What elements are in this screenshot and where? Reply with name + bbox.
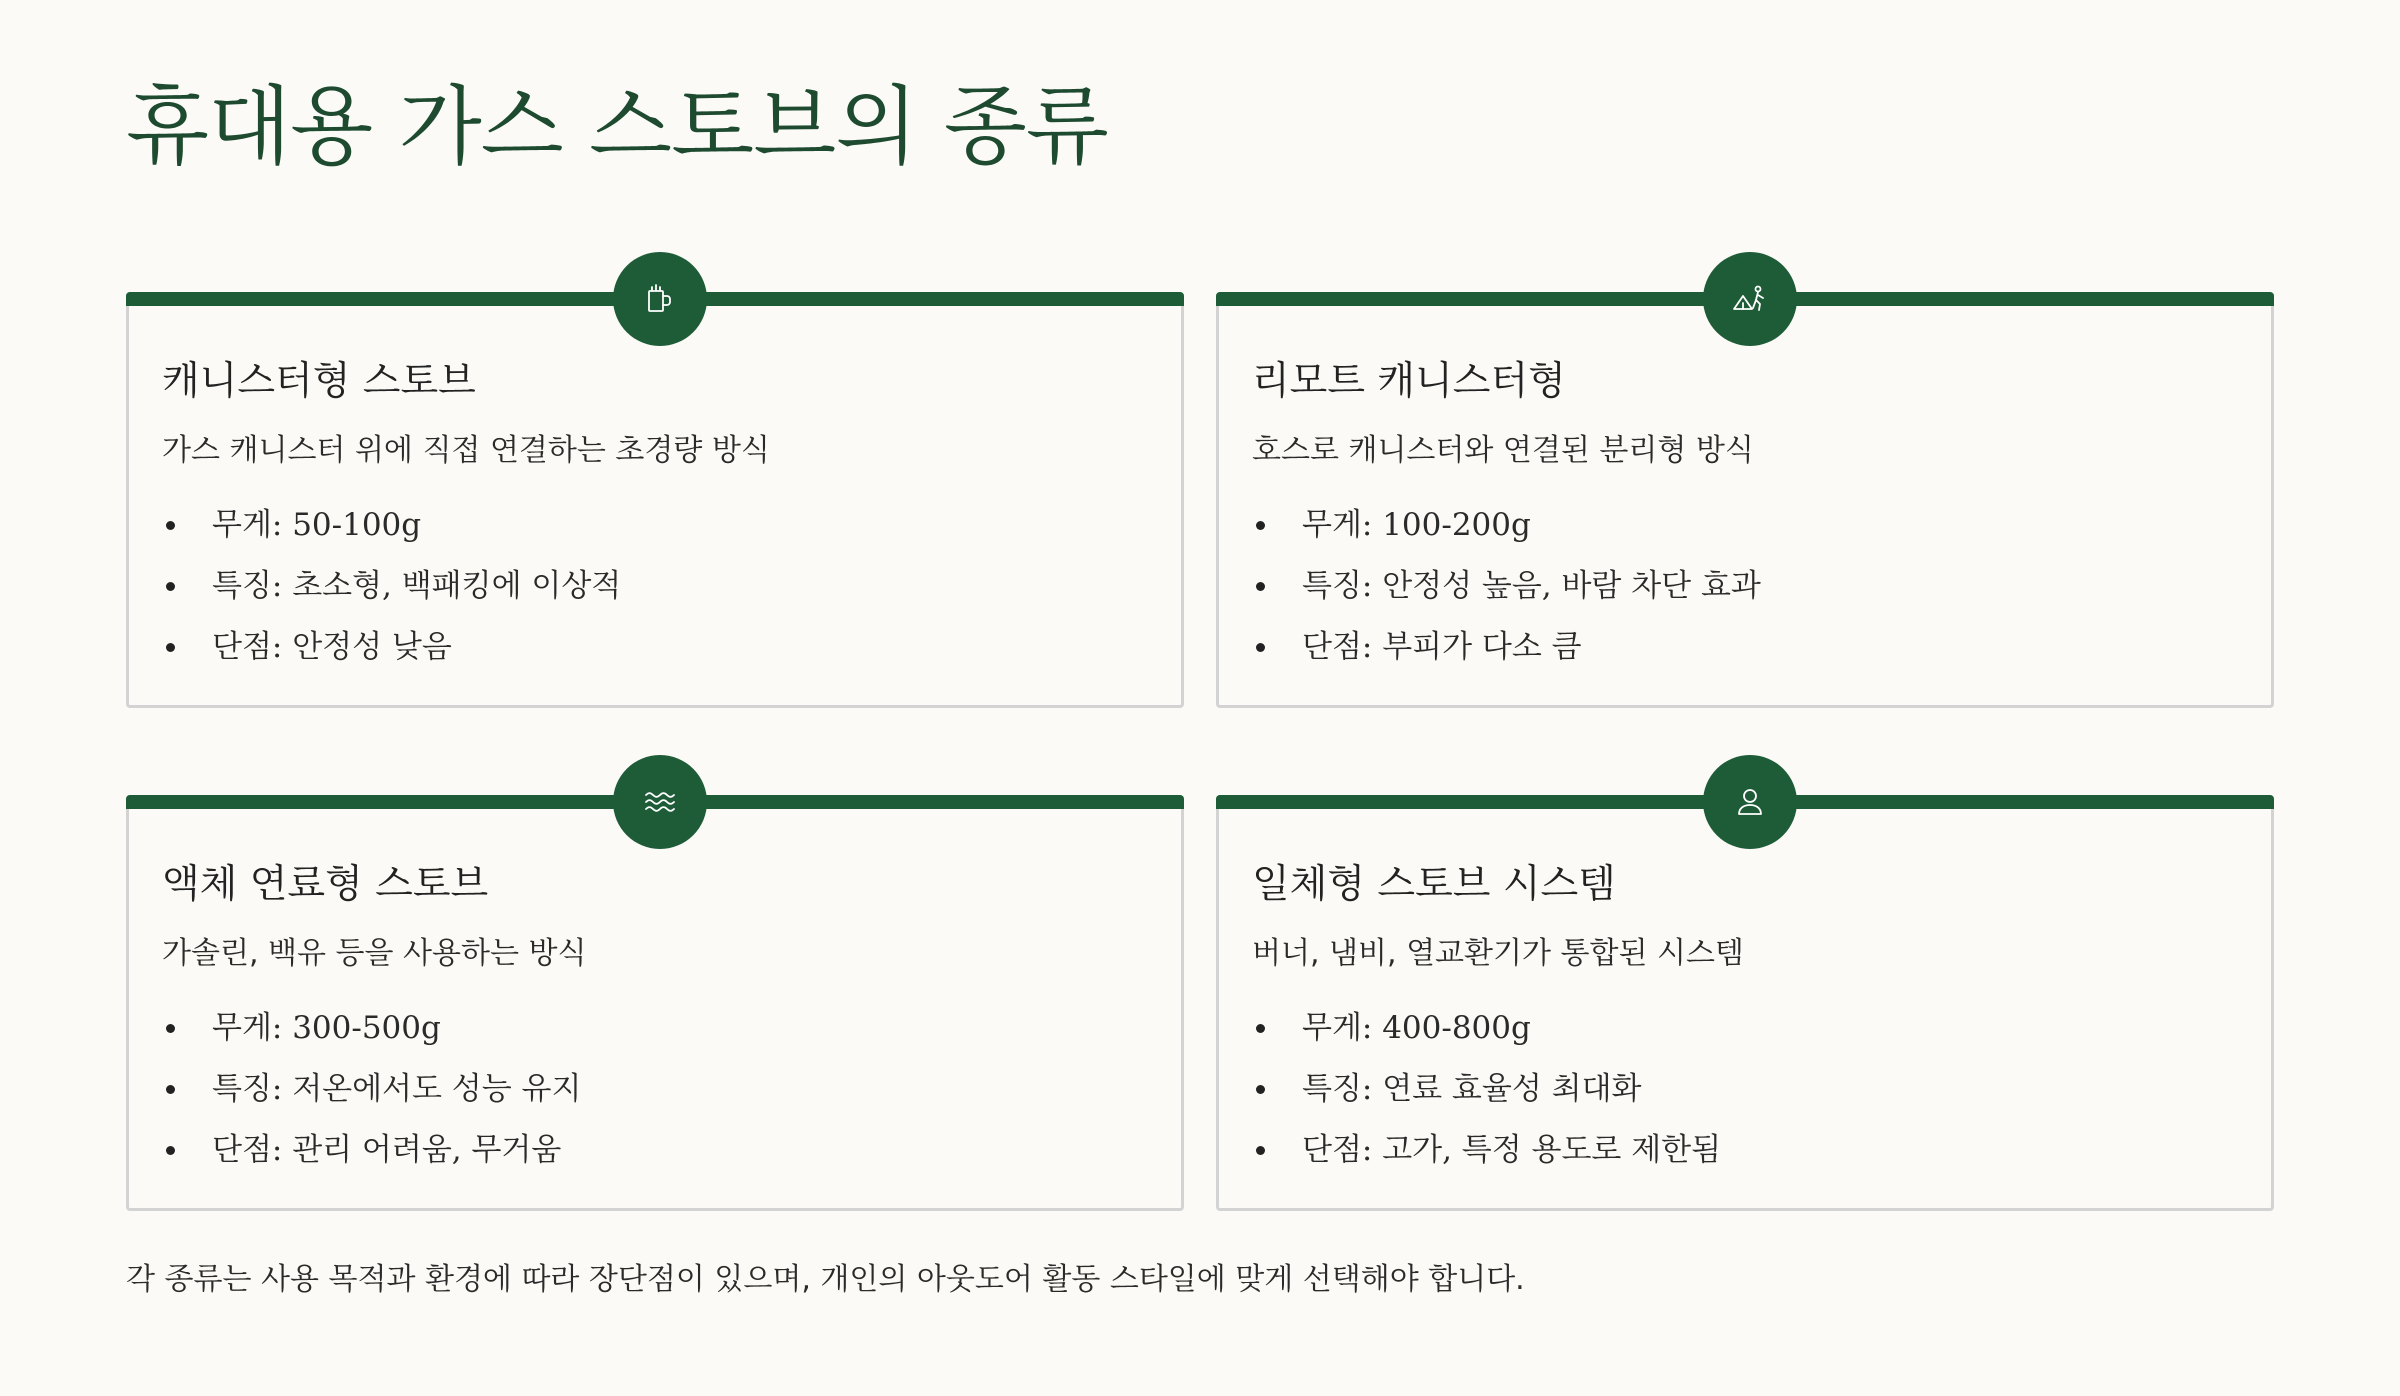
list-item bbox=[162, 1120, 581, 1181]
list-item-text: 무게: 400-800g bbox=[1302, 1010, 1531, 1046]
bullet-icon bbox=[166, 521, 175, 530]
card-heading: 리모트 캐니스터형 bbox=[1252, 359, 1566, 404]
card-integrated-system bbox=[1216, 795, 2274, 1211]
card-spec-list bbox=[1252, 495, 1761, 678]
mug-icon bbox=[640, 279, 680, 319]
list-item bbox=[1252, 998, 1721, 1059]
list-item bbox=[1252, 617, 1761, 678]
list-item bbox=[1252, 556, 1761, 617]
bullet-icon bbox=[166, 1085, 175, 1094]
card-liquid-fuel-stove bbox=[126, 795, 1184, 1211]
person-icon bbox=[1730, 782, 1770, 822]
bullet-icon bbox=[166, 1024, 175, 1033]
card-description: 가솔린, 백유 등을 사용하는 방식 bbox=[162, 936, 587, 971]
list-item-text: 특징: 안정성 높음, 바람 차단 효과 bbox=[1302, 568, 1761, 604]
page-title: 휴대용 가스 스토브의 종류 bbox=[126, 77, 1108, 177]
list-item-text: 단점: 안정성 낮음 bbox=[212, 629, 452, 665]
card-heading: 액체 연료형 스토브 bbox=[162, 862, 489, 907]
list-item-text: 무게: 50-100g bbox=[212, 507, 422, 543]
list-item bbox=[1252, 1120, 1721, 1181]
card-heading: 캐니스터형 스토브 bbox=[162, 359, 476, 404]
bullet-icon bbox=[1256, 1146, 1265, 1155]
list-item bbox=[162, 998, 581, 1059]
list-item-text: 무게: 300-500g bbox=[212, 1010, 441, 1046]
bullet-icon bbox=[166, 1146, 175, 1155]
card-spec-list bbox=[162, 998, 581, 1181]
card-description: 호스로 캐니스터와 연결된 분리형 방식 bbox=[1252, 433, 1754, 468]
list-item-text: 특징: 연료 효율성 최대화 bbox=[1302, 1071, 1642, 1107]
bullet-icon bbox=[166, 582, 175, 591]
list-item-text: 무게: 100-200g bbox=[1302, 507, 1531, 543]
card-spec-list bbox=[162, 495, 621, 678]
list-item-text: 단점: 부피가 다소 큼 bbox=[1302, 629, 1582, 665]
list-item bbox=[1252, 495, 1761, 556]
list-item bbox=[162, 617, 621, 678]
card-canister-stove bbox=[126, 292, 1184, 708]
bullet-icon bbox=[1256, 582, 1265, 591]
card-description: 버너, 냄비, 열교환기가 통합된 시스템 bbox=[1252, 936, 1744, 971]
card-remote-canister bbox=[1216, 292, 2274, 708]
bullet-icon bbox=[166, 643, 175, 652]
bullet-icon bbox=[1256, 1085, 1265, 1094]
card-icon-badge bbox=[613, 755, 707, 849]
card-spec-list bbox=[1252, 998, 1721, 1181]
list-item bbox=[1252, 1059, 1721, 1120]
bullet-icon bbox=[1256, 643, 1265, 652]
list-item bbox=[162, 556, 621, 617]
bullet-icon bbox=[1256, 1024, 1265, 1033]
tent-hiker-icon bbox=[1730, 279, 1770, 319]
list-item-text: 특징: 저온에서도 성능 유지 bbox=[212, 1071, 582, 1107]
card-icon-badge bbox=[613, 252, 707, 346]
waves-icon bbox=[640, 782, 680, 822]
card-description: 가스 캐니스터 위에 직접 연결하는 초경량 방식 bbox=[162, 433, 770, 468]
card-icon-badge bbox=[1703, 755, 1797, 849]
bullet-icon bbox=[1256, 521, 1265, 530]
list-item bbox=[162, 1059, 581, 1120]
list-item bbox=[162, 495, 621, 556]
list-item-text: 단점: 관리 어려움, 무거움 bbox=[212, 1132, 562, 1168]
card-icon-badge bbox=[1703, 252, 1797, 346]
list-item-text: 특징: 초소형, 백패킹에 이상적 bbox=[212, 568, 622, 604]
footer-note: 각 종류는 사용 목적과 환경에 따라 장단점이 있으며, 개인의 아웃도어 활동 스타일에 맞게 선택해야 합니다. bbox=[126, 1262, 1525, 1297]
list-item-text: 단점: 고가, 특정 용도로 제한됨 bbox=[1302, 1132, 1722, 1168]
card-heading: 일체형 스토브 시스템 bbox=[1252, 862, 1616, 907]
